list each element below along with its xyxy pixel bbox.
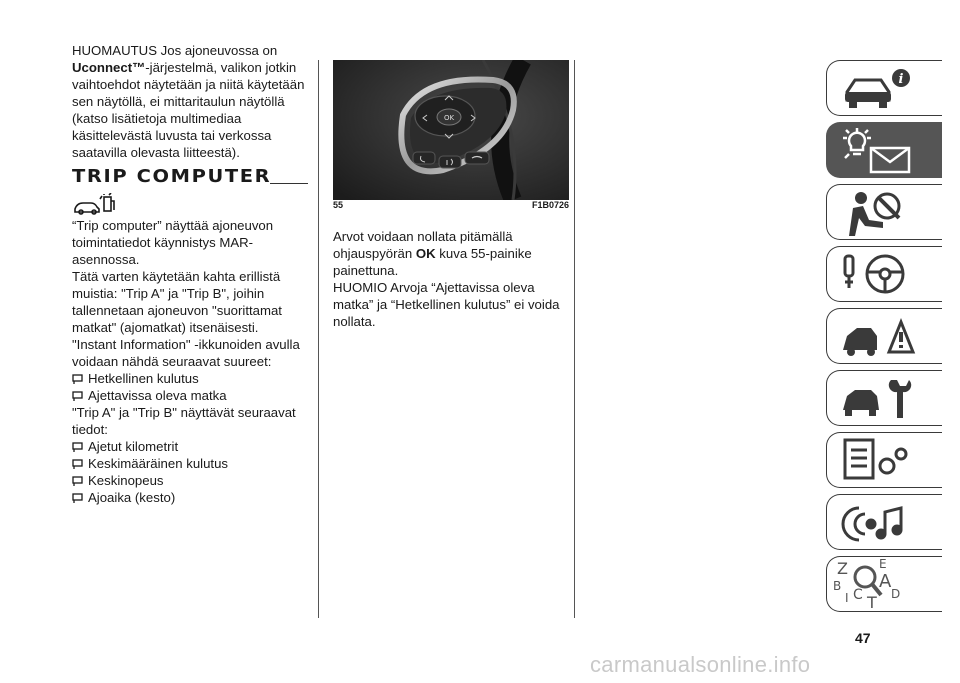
steering-wheel-controls-image (333, 60, 569, 200)
ok-button-label: OK (443, 114, 455, 122)
bullet-square-icon (72, 374, 83, 384)
figure-caption (333, 200, 569, 210)
steering-wheel-figure (333, 60, 569, 200)
bullet-square-icon (72, 493, 83, 503)
paragraph-3: "Instant Information" -ikkunoiden avulla voidaan nähdä seuraavat suureet: (72, 337, 300, 369)
safety-icon (839, 188, 919, 238)
emergency-icon (839, 312, 919, 362)
page-number: 47 (855, 630, 871, 646)
steering-icon (839, 250, 919, 300)
fuel-trip-icon (72, 193, 118, 215)
figure-number: 55 (333, 200, 344, 210)
bullet-square-icon (72, 391, 83, 401)
bullet-square-icon (72, 459, 83, 469)
car-info-icon (839, 64, 919, 114)
tab-steering[interactable] (826, 246, 942, 302)
intro-rest: -järjestelmä, valikon jotkin vaihtoehdot näytetään ja niitä käytetään sen näytöllä, ei mittaritaulun näytöllä (katso lisätietoja multimediaa käsittelevästä luvusta tai verkossa saatavilla olevasta liitteestä). (72, 60, 305, 160)
list-item: Keskinopeus (72, 472, 308, 489)
list-item: Keskimääräinen kulutus (72, 455, 308, 472)
section-heading (72, 167, 308, 187)
tab-multimedia[interactable] (826, 494, 942, 550)
ok-bold: OK (415, 246, 436, 261)
left-column (72, 42, 308, 506)
column-divider-left (318, 60, 319, 618)
paragraph-2: Tätä varten käytetään kahta erillistä muistia: "Trip A" ja "Trip B", joihin tallennetaan ajoneuvon "suorittamat matkat" (ajomatkat) itsenäisesti. (72, 269, 282, 335)
list-item: Ajoaika (kesto) (72, 489, 308, 506)
maintenance-icon (839, 374, 919, 424)
tab-emergency[interactable] (826, 308, 942, 364)
warning-lights-icon (839, 126, 919, 176)
paragraph-4: "Trip A" ja "Trip B" näyttävät seuraavat tiedot: (72, 405, 296, 437)
figure-code: F1B0726 (531, 200, 569, 210)
tab-safety[interactable] (826, 184, 942, 240)
multimedia-icon (839, 498, 919, 548)
section-title: TRIP COMPUTER (72, 166, 272, 187)
tab-car-info[interactable] (826, 60, 942, 116)
tab-maintenance[interactable] (826, 370, 942, 426)
vehicle-symbol-row (72, 193, 308, 215)
list-item: Ajettavissa oleva matka (72, 387, 308, 404)
intro-text: HUOMAUTUS Jos ajoneuvossa on (72, 43, 278, 58)
magnifier-icon (847, 561, 887, 601)
bullet-square-icon (72, 476, 83, 486)
uconnect-brand: Uconnect™ (72, 60, 146, 75)
specs-icon (839, 436, 919, 486)
intro-note (72, 42, 308, 161)
watermark-text: carmanualsonline.info (590, 652, 811, 677)
heading-rule (270, 183, 308, 184)
paragraph-1: “Trip computer” näyttää ajoneuvon toimintatiedot käynnistys MAR-asennossa. (72, 218, 274, 267)
svg-text:i: i (898, 72, 904, 87)
bullet-square-icon (72, 442, 83, 452)
list-item: Hetkellinen kulutus (72, 370, 308, 387)
tab-warning-lights[interactable] (826, 122, 942, 178)
right-column (333, 228, 569, 330)
index-icon: Z E A B C T D I (833, 557, 901, 612)
column-divider-right (574, 60, 575, 618)
tab-specs[interactable] (826, 432, 942, 488)
reset-instruction: Arvot voidaan nollata pitämällä ohjauspyörän OK kuva 55-painike painettuna. (333, 229, 532, 278)
tab-index[interactable] (826, 556, 942, 612)
reset-note: HUOMIO Arvoja “Ajettavissa oleva matka” ja “Hetkellinen kulutus” ei voida nollata. (333, 280, 560, 329)
list-item: Ajetut kilometrit (72, 438, 308, 455)
